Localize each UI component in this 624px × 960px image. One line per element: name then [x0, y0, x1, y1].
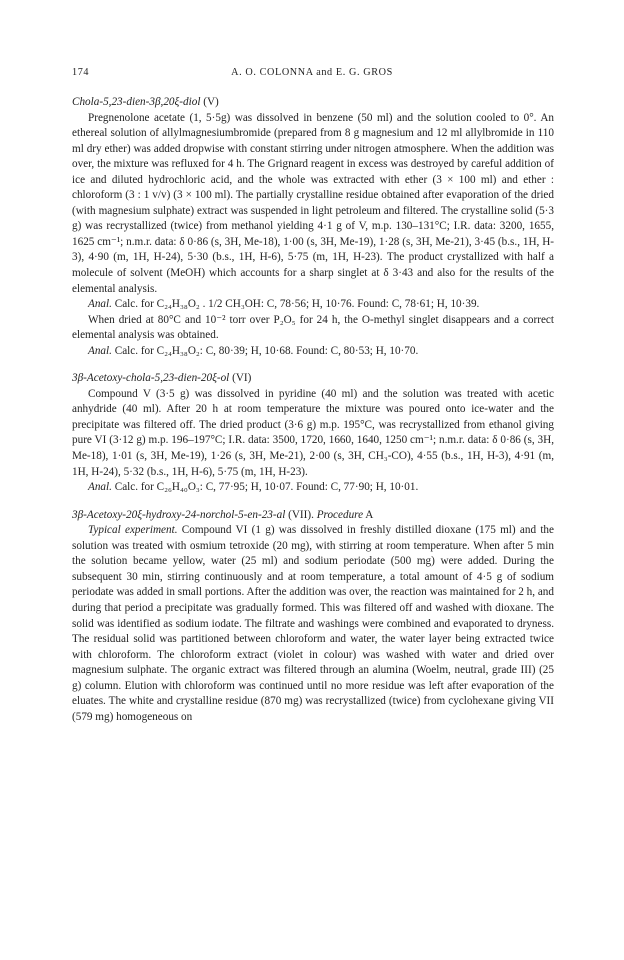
compound-name: Chola-5,23-dien-3β,20ξ-diol — [72, 96, 201, 108]
analysis-line — [72, 480, 554, 496]
running-title: A. O. COLONNA and E. G. GROS — [231, 67, 393, 78]
paragraph — [72, 523, 554, 725]
compound-number: (VI) — [229, 372, 252, 385]
page-number: 174 — [72, 67, 90, 78]
section-heading — [72, 508, 554, 524]
experiment-label: Typical experiment. — [88, 524, 178, 537]
analysis-label: Anal. — [88, 481, 112, 494]
paragraph-text: Compound VI (1 g) was dissolved in freshly distilled dioxane (175 ml) and the solution was treated with osmium tetroxide (20 mg), with stirring at room temperature. When after 5 min the solution became yellow, water (25 ml) and sodium periodate (500 mg) were added. During the subsequent 30 min, stirring continuously and at room temperature, a total amount of 4·5 g of sodium periodate was added in small portions. After the addition was over, the reaction was maintained for 2 h, and during that period a precipitate was gradually formed. This was filtered off and washed with dioxane. The solid was identified as sodium iodate. The filtrate and washings were combined and evaporated to dryness. The residual solid was partitioned between chloroform and water, the water layer being extracted twice with chloroform. The chloroform extract (violet in colour) was washed with water and dried over magnesium sulphate. The organic extract was filtered through an alumina (Woelm, neutral, grade III) (25 g) column. Elution with chloroform was continued until no more residue was left after evaporation of the eluates. The white and crystalline residue (870 mg) was recrystallized (twice) from cyclohexane giving VII (579 mg) homogeneous on — [72, 524, 554, 723]
analysis-label: Anal. — [88, 298, 112, 311]
paragraph: Compound V (3·5 g) was dissolved in pyridine (40 ml) and the solution was treated with acetic anhydride (40 ml). After 20 h at room temperature the mixture was poured onto ice-water and the precipitate was filtered off. The dried product (3·6 g) m.p. 195°C, was recrystallized from ethanol giving pure VI (3·12 g) m.p. 196–197°C; I.R. data: 3500, 1720, 1660, 1640, 1250 cm⁻¹; n.m.r. data: δ 0·86 (s, 3H, Me-18), 1·01 (s, 3H, Me-19), 1·26 (s, 3H, Me-21), 2·00 (s, 3H, CH₃-CO), 4·55 (b.s., 1H, H-3), 4·91 (m, 1H, H-24), 5·32 (b.s., 1H, H-6), 5·75 (m, 1H, H-23). — [72, 387, 554, 478]
analysis-text: Calc. for C₂₆H₄₀O₃: C, 77·95; H, 10·07. Found: C, 77·90; H, 10·01. — [111, 481, 419, 494]
compound-name: 3β-Acetoxy-20ξ-hydroxy-24-norchol-5-en-23-al — [72, 508, 286, 521]
section-heading — [72, 95, 554, 111]
analysis-text: Calc. for C₂₄H₃₈O₂ . 1/2 CH₃OH: C, 78·56; H, 10·76. Found: C, 78·61; H, 10·39. — [111, 298, 480, 311]
compound-number: (V) — [200, 96, 219, 108]
section-heading — [72, 371, 554, 387]
compound-number: (VII). — [285, 508, 317, 521]
compound-name: 3β-Acetoxy-chola-5,23-dien-20ξ-ol — [72, 372, 230, 385]
page-body — [72, 95, 554, 725]
analysis-label: Anal. — [88, 344, 112, 357]
procedure-letter: A — [363, 508, 374, 521]
analysis-text: Calc. for C₂₄H₃₈O₂: C, 80·39; H, 10·68. Found: C, 80·53; H, 10·70. — [111, 344, 419, 357]
analysis-line — [72, 297, 554, 313]
analysis-line — [72, 344, 554, 360]
paragraph: When dried at 80°C and 10⁻² torr over P₂O₅ for 24 h, the O-methyl singlet disappears and a correct elemental analysis was obtained. — [72, 313, 554, 342]
paragraph: Pregnenolone acetate (1, 5·5g) was dissolved in benzene (50 ml) and the solution cooled to 0°. An ethereal solution of allylmagnesiumbromide (prepared from 8 g magnesium and 12 ml allylbromide in 110 ml dry ether) was added dropwise with constant stirring under nitrogen atmosphere. When the addition was over, the mixture was refluxed for 4 h. The Grignard reagent in excess was destroyed by careful addition of ice and diluted hydrochloric acid, and the whole was extracted with ether (3 × 100 ml) and ether : chloroform (3 : 1 v/v) (3 × 100 ml). The partially crystalline residue obtained after evaporation of the dried (with magnesium sulphate) extract was suspended in light petroleum and filtered. The crystalline solid (5·3 g) was recrystallized (twice) from methanol yielding 4·1 g of V, m.p. 130–131°C; I.R. data: 3200, 1655, 1625 cm⁻¹; n.m.r. data: δ 0·86 (s, 3H, Me-18), 1·00 (s, 3H, Me-19), 1·28 (s, 3H, Me-21), 3·45 (b.s., 1H, H-3), 4·90 (m, 1H, H-24), 5·30 (b.s., 1H, H-6), 5·75 (m, 1H, H-23). The product crystallized with half a molecule of solvent (MeOH) which accounts for a sharp singlet at δ 3·43 and also for the results of the elemental analysis. — [72, 111, 554, 295]
procedure-label: Procedure — [316, 508, 364, 521]
